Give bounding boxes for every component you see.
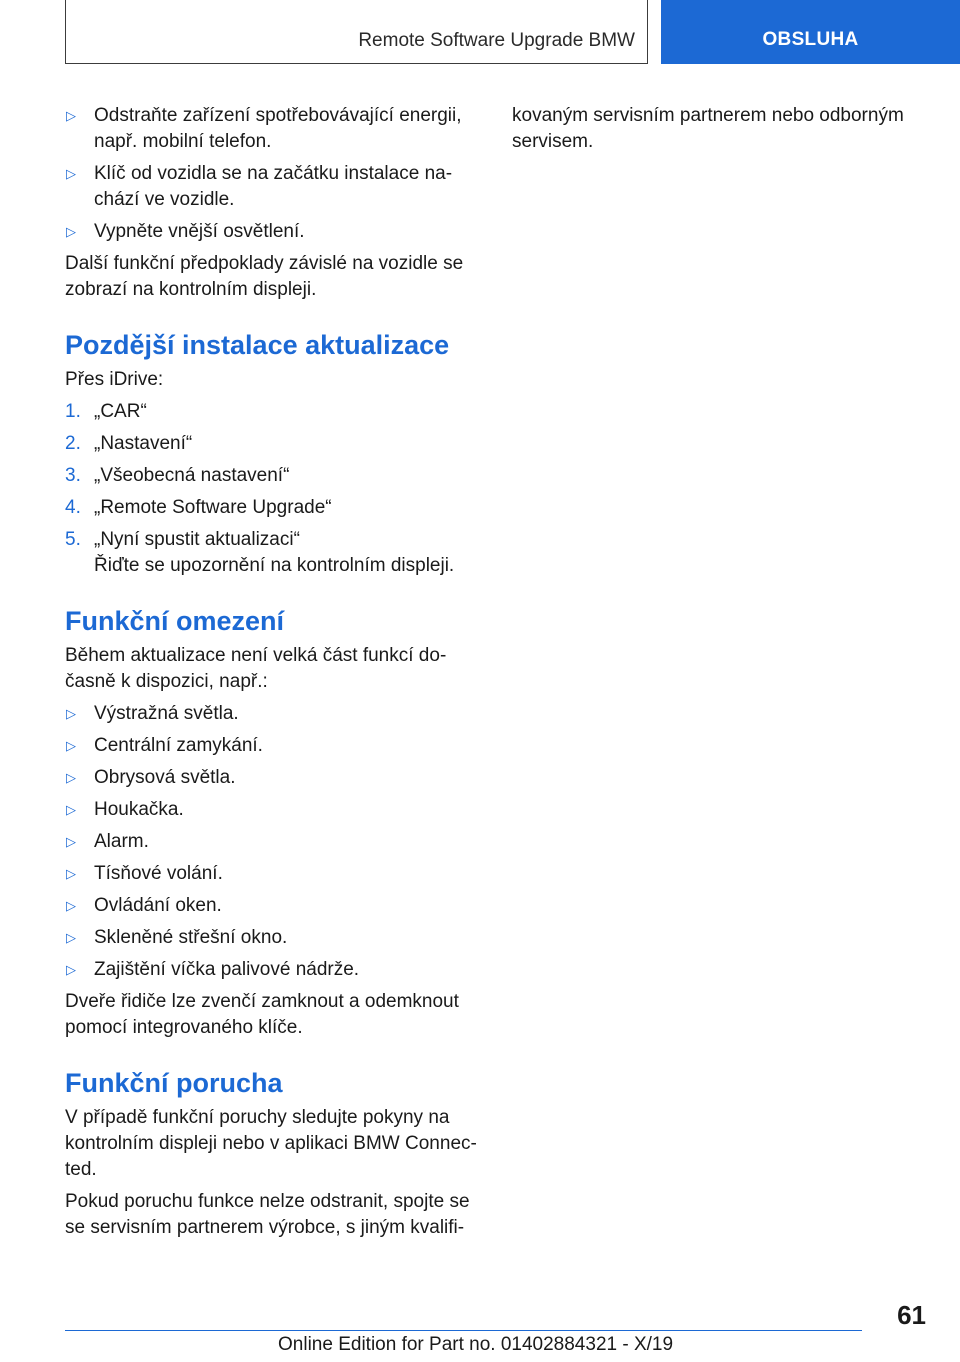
triangle-bullet-icon: ▷ bbox=[66, 770, 76, 785]
function-limits-lead: Během aktualizace není velká část funkcí dočasně k dispozici, např.: bbox=[65, 645, 447, 692]
list-item: ▷ Obrysová světla. bbox=[66, 767, 236, 788]
triangle-bullet-icon: ▷ bbox=[66, 224, 76, 239]
footer-divider bbox=[65, 1330, 862, 1331]
list-item: ▷ Ovládání oken. bbox=[66, 895, 222, 916]
triangle-bullet-icon: ▷ bbox=[66, 834, 76, 849]
triangle-bullet-icon: ▷ bbox=[66, 738, 76, 753]
function-fault-paragraph: V případě funkční poruchy sledujte pokyny na kontrolním displeji nebo v aplikaci BMW Connected. bbox=[65, 1107, 477, 1180]
later-install-lead: Přes iDrive: bbox=[65, 369, 164, 390]
right-column bbox=[512, 103, 932, 161]
triangle-bullet-icon: ▷ bbox=[66, 108, 76, 123]
list-item: ▷ Centrální zamykání. bbox=[66, 735, 263, 756]
heading-later-install: Pozdější instalace aktualizace bbox=[65, 330, 450, 360]
section-tab: OBSLUHA bbox=[661, 0, 960, 64]
step-note: Řiďte se upozornění na kontrolním displeji. bbox=[94, 555, 455, 576]
function-fault-paragraph: Pokud poruchu funkce nelze odstranit, spojte se se servisním partnerem výrobce, s jiným kvalifi- bbox=[65, 1191, 470, 1238]
numbered-step: 5. „Nyní spustit aktualizaci“ bbox=[65, 529, 300, 550]
list-item: ▷ Skleněné střešní okno. bbox=[66, 927, 288, 948]
footer-edition-text: Online Edition for Part no. 01402884321 - X/19 bbox=[278, 1334, 674, 1355]
triangle-bullet-icon: ▷ bbox=[66, 866, 76, 881]
list-item: ▷ Houkačka. bbox=[66, 799, 184, 820]
numbered-step: 2. „Nastavení“ bbox=[65, 433, 193, 454]
numbered-step: 4. „Remote Software Upgrade“ bbox=[65, 497, 332, 518]
numbered-step: 3. „Všeobecná nastavení“ bbox=[65, 465, 290, 486]
intro-paragraph: Další funkční předpoklady závislé na vozidle se zobrazí na kontrolním displeji. bbox=[65, 253, 464, 300]
header-frame bbox=[65, 0, 648, 64]
triangle-bullet-icon: ▷ bbox=[66, 706, 76, 721]
triangle-bullet-icon: ▷ bbox=[66, 930, 76, 945]
page-number: 61 bbox=[897, 1300, 926, 1330]
triangle-bullet-icon: ▷ bbox=[66, 898, 76, 913]
function-limits-note: Dveře řidiče lze zvenčí zamknout a odemknout pomocí integrovaného klíče. bbox=[65, 991, 459, 1038]
left-column bbox=[65, 103, 485, 1247]
list-item: ▷ Vypněte vnější osvětlení. bbox=[66, 221, 305, 242]
list-item: ▷ Klíč od vozidla se na začátku instalace nachází ve vozidle. bbox=[66, 163, 453, 210]
list-item: ▷ Alarm. bbox=[66, 831, 149, 852]
continuation-paragraph: kovaným servisním partnerem nebo odborným servisem. bbox=[512, 105, 904, 152]
numbered-step: 1. „CAR“ bbox=[65, 401, 147, 422]
list-item: ▷ Výstražná světla. bbox=[66, 703, 239, 724]
list-item: ▷ Tísňové volání. bbox=[66, 863, 223, 884]
list-item: ▷ Zajištění víčka palivové nádrže. bbox=[66, 959, 360, 980]
triangle-bullet-icon: ▷ bbox=[66, 166, 76, 181]
triangle-bullet-icon: ▷ bbox=[66, 802, 76, 817]
heading-function-limits: Funkční omezení bbox=[65, 606, 285, 636]
heading-function-fault: Funkční porucha bbox=[65, 1068, 283, 1098]
list-item: ▷ Odstraňte zařízení spotřebovávající energii, např. mobilní telefon. bbox=[66, 105, 462, 152]
triangle-bullet-icon: ▷ bbox=[66, 962, 76, 977]
header-title: Remote Software Upgrade BMW bbox=[358, 30, 635, 51]
